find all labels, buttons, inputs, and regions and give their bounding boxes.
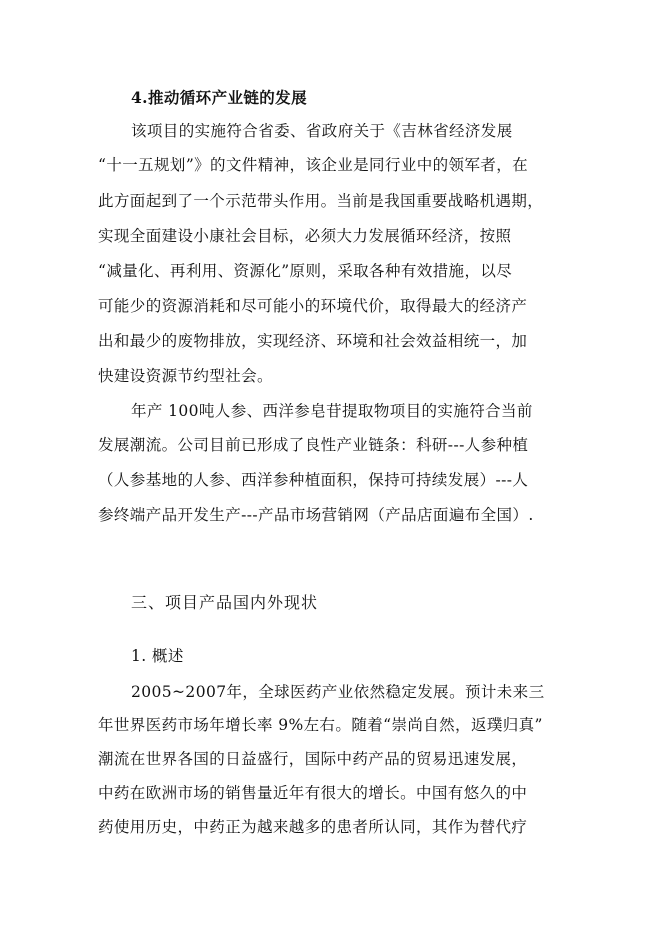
paragraph-line: 中药在欧洲市场的销售量近年有很大的增长。中国有悠久的中 [98, 784, 528, 802]
section-title: 三、项目产品国内外现状 [131, 593, 319, 612]
paragraph-line: 此方面起到了一个示范带头作用。当前是我国重要战略机遇期， [98, 192, 544, 210]
paragraph-line: 出和最少的废物排放，实现经济、环境和社会效益相统一，加 [98, 332, 528, 350]
subheading-1: 1. 概述 [131, 647, 184, 665]
paragraph-line: 实现全面建设小康社会目标，必须大力发展循环经济，按照 [98, 227, 512, 245]
paragraph-line: 快建设资源节约型社会。 [98, 367, 273, 385]
paragraph-line: 潮流在世界各国的日益盛行，国际中药产品的贸易迅速发展， [98, 750, 528, 768]
paragraph-line: 参终端产品开发生产---产品市场营销网（产品店面遍布全国）. [98, 506, 534, 524]
paragraph-line: “减量化、再利用、资源化”原则，采取各种有效措施，以尽 [98, 262, 513, 280]
paragraph-line: 可能少的资源消耗和尽可能小的环境代价，取得最大的经济产 [98, 297, 528, 315]
paragraph-line: 年世界医药市场年增长率 9%左右。随着“崇尚自然，返璞归真” [98, 716, 543, 734]
paragraph-line: 年产 100吨人参、西洋参皂苷提取物项目的实施符合当前 [131, 402, 533, 420]
paragraph-line: 2005~2007年，全球医药产业依然稳定发展。预计未来三 [131, 683, 545, 701]
paragraph-line: （人参基地的人参、西洋参种植面积，保持可持续发展）---人 [98, 471, 529, 489]
paragraph-line: 药使用历史，中药正为越来越多的患者所认同，其作为替代疗 [98, 818, 528, 836]
paragraph-line: 发展潮流。公司目前已形成了良性产业链条：科研---人参种植 [98, 436, 529, 454]
paragraph-line: 该项目的实施符合省委、省政府关于《吉林省经济发展 [131, 122, 513, 140]
subheading-4: 4.推动循环产业链的发展 [131, 88, 307, 107]
paragraph-line: “十一五规划”》的文件精神，该企业是同行业中的领军者，在 [98, 156, 529, 174]
